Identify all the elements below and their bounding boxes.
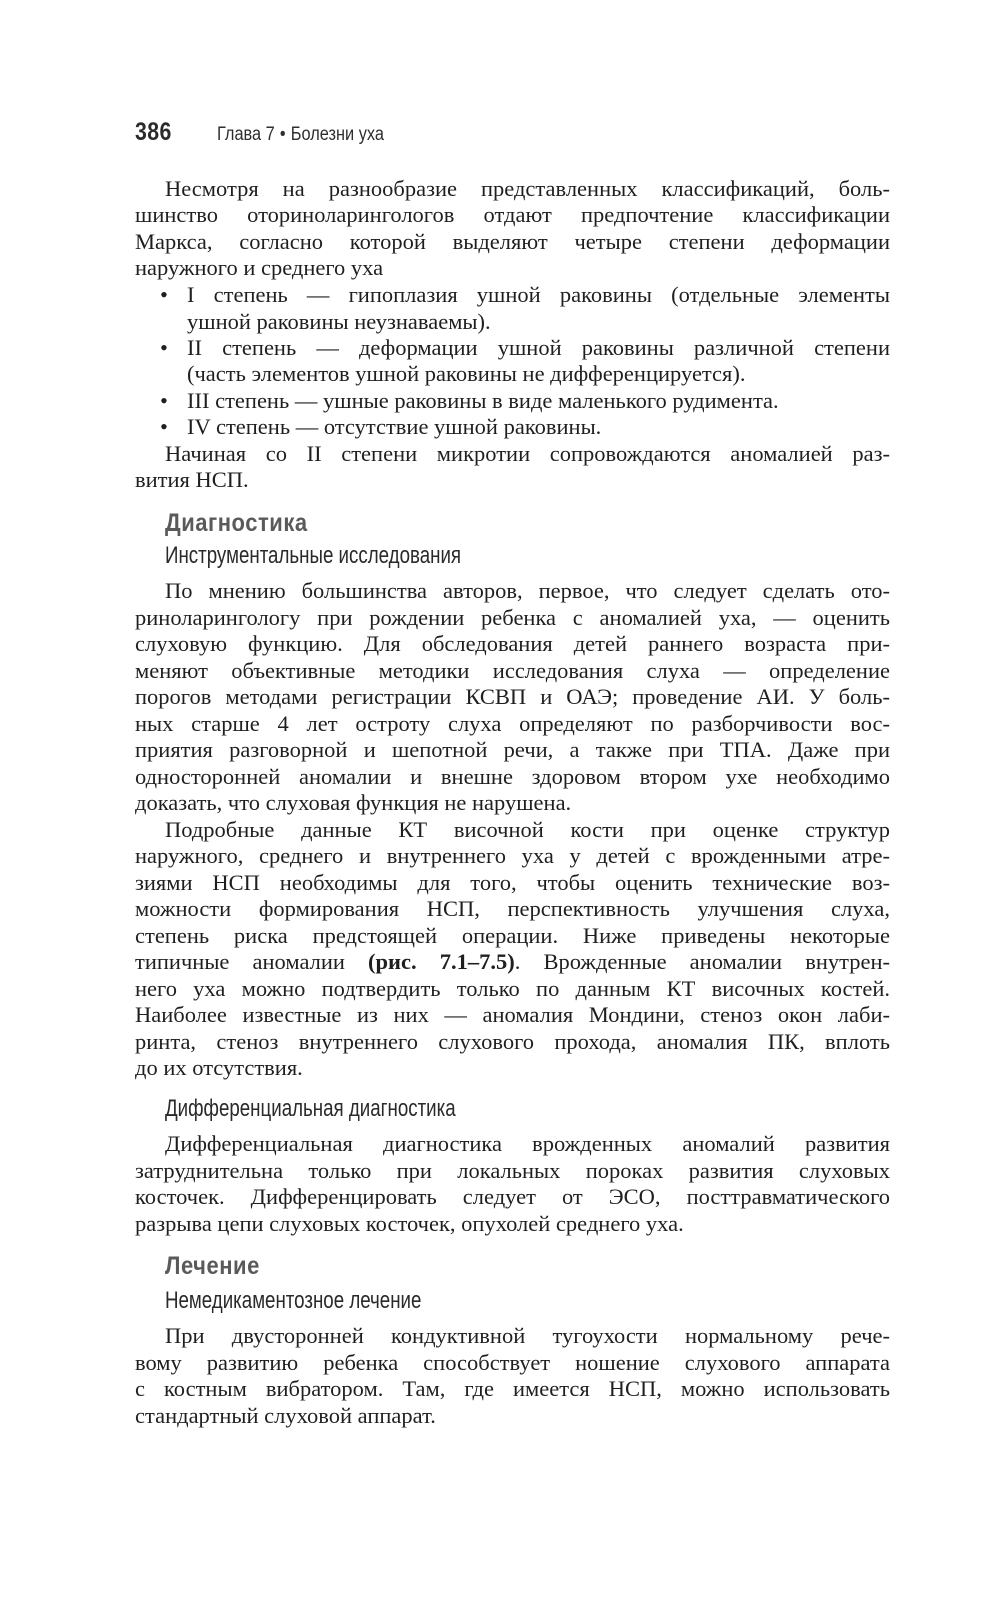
bullet-icon: •	[160, 335, 168, 360]
bullet-separator-icon: •	[279, 124, 286, 145]
bullet-icon: •	[160, 388, 168, 413]
paragraph-line-with-figure-ref: типичные аномалии (рис. 7.1–7.5). Врожденные аномалии внутрен-	[135, 949, 890, 974]
paragraph-line: Несмотря на разнообразие представленных классификаций, боль-	[165, 176, 890, 201]
paragraph-line: доказать, что слуховая функция не нарушена.	[135, 790, 572, 815]
chapter-label: Глава 7	[217, 124, 275, 145]
list-item: • II степень — деформации ушной раковины различной степени	[160, 335, 890, 360]
paragraph-line: порогов методами регистрации КСВП и ОАЭ; проведение АИ. У боль-	[135, 684, 890, 709]
paragraph-line: При двусторонней кондуктивной тугоухости нормальному рече-	[165, 1323, 890, 1348]
paragraph-line: По мнению большинства авторов, первое, что следует сделать ото-	[165, 578, 890, 603]
paragraph-line: односторонней аномалии и внешне здоровом втором ухе необходимо	[135, 764, 890, 789]
chapter-title: Болезни уха	[290, 124, 384, 145]
paragraph-line: Дифференциальная диагностика врожденных аномалий развития	[165, 1131, 890, 1156]
paragraph-line: Маркса, согласно которой выделяют четыре степени деформации	[135, 229, 890, 254]
paragraph-line: вому развитию ребенка способствует ношение слухового аппарата	[135, 1350, 890, 1375]
paragraph-line: него уха можно подтвердить только по данным КТ височных костей.	[135, 976, 890, 1001]
bullet-icon: •	[160, 414, 168, 439]
paragraph-line: до их отсутствия.	[135, 1055, 303, 1080]
section-heading-treatment: Лечение	[165, 1252, 260, 1280]
paragraph-line: ринта, стеноз внутреннего слухового прохода, аномалия ПК, вплоть	[135, 1029, 890, 1054]
paragraph-line: Подробные данные КТ височной кости при оценке структур	[165, 817, 890, 842]
paragraph-line: с костным вибратором. Там, где имеется НСП, можно использовать	[135, 1376, 890, 1401]
paragraph-line: наружного и среднего уха	[135, 255, 384, 280]
paragraph-line: затруднительна только при локальных пороках развития слуховых	[135, 1158, 890, 1183]
figure-reference-link[interactable]: (рис. 7.1–7.5)	[368, 949, 515, 974]
paragraph-line: меняют объективные методики исследования слуха — определение	[135, 658, 890, 683]
paragraph-line: вития НСП.	[135, 467, 249, 492]
list-item: • I степень — гипоплазия ушной раковины (отдельные элементы	[160, 282, 890, 307]
paragraph-line: стандартный слуховой аппарат.	[135, 1403, 436, 1428]
subsection-heading-non-drug: Немедикаментозное лечение	[165, 1287, 422, 1314]
list-item-continuation: (часть элементов ушной раковины не дифференцируется).	[187, 361, 746, 386]
running-header	[135, 118, 411, 152]
paragraph-line: наружного, среднего и внутреннего уха у детей с врожденными атре-	[135, 843, 890, 868]
paragraph-line: приятия разговорной и шепотной речи, а также при ТПА. Даже при	[135, 737, 890, 762]
list-item-continuation: ушной раковины неузнаваемы).	[187, 309, 491, 334]
page-number: 386	[135, 118, 172, 146]
bullet-icon: •	[160, 282, 168, 307]
paragraph-line: степень риска предстоящей операции. Ниже приведены некоторые	[135, 923, 890, 948]
section-heading-diagnostics: Диагностика	[165, 509, 308, 537]
subsection-heading-instrumental: Инструментальные исследования	[165, 542, 462, 569]
paragraph-line: Начиная со II степени микротии сопровождаются аномалией раз-	[165, 441, 890, 466]
paragraph-line: косточек. Дифференцировать следует от ЭСО, посттравматического	[135, 1184, 890, 1209]
paragraph-line: риноларингологу при рождении ребенка с аномалией уха, — оценить	[135, 605, 890, 630]
paragraph-line: Наиболее известные из них — аномалия Мондини, стеноз окон лаби-	[135, 1002, 890, 1027]
paragraph-line: можности формирования НСП, перспективность улучшения слуха,	[135, 896, 890, 921]
paragraph-line: зиями НСП необходимы для того, чтобы оценить технические воз-	[135, 870, 890, 895]
paragraph-line: слуховую функцию. Для обследования детей раннего возраста при-	[135, 631, 890, 656]
running-title	[217, 124, 384, 146]
paragraph-line: разрыва цепи слуховых косточек, опухолей среднего уха.	[135, 1211, 684, 1236]
paragraph-line: шинство оториноларингологов отдают предпочтение классификации	[135, 202, 890, 227]
paragraph-line: ных старше 4 лет остроту слуха определяют по разборчивости вос-	[135, 711, 890, 736]
list-item: • IV степень — отсутствие ушной раковины.	[160, 414, 602, 439]
list-item: • III степень — ушные раковины в виде маленького рудимента.	[160, 388, 779, 413]
subsection-heading-differential: Дифференциальная диагностика	[165, 1095, 456, 1122]
